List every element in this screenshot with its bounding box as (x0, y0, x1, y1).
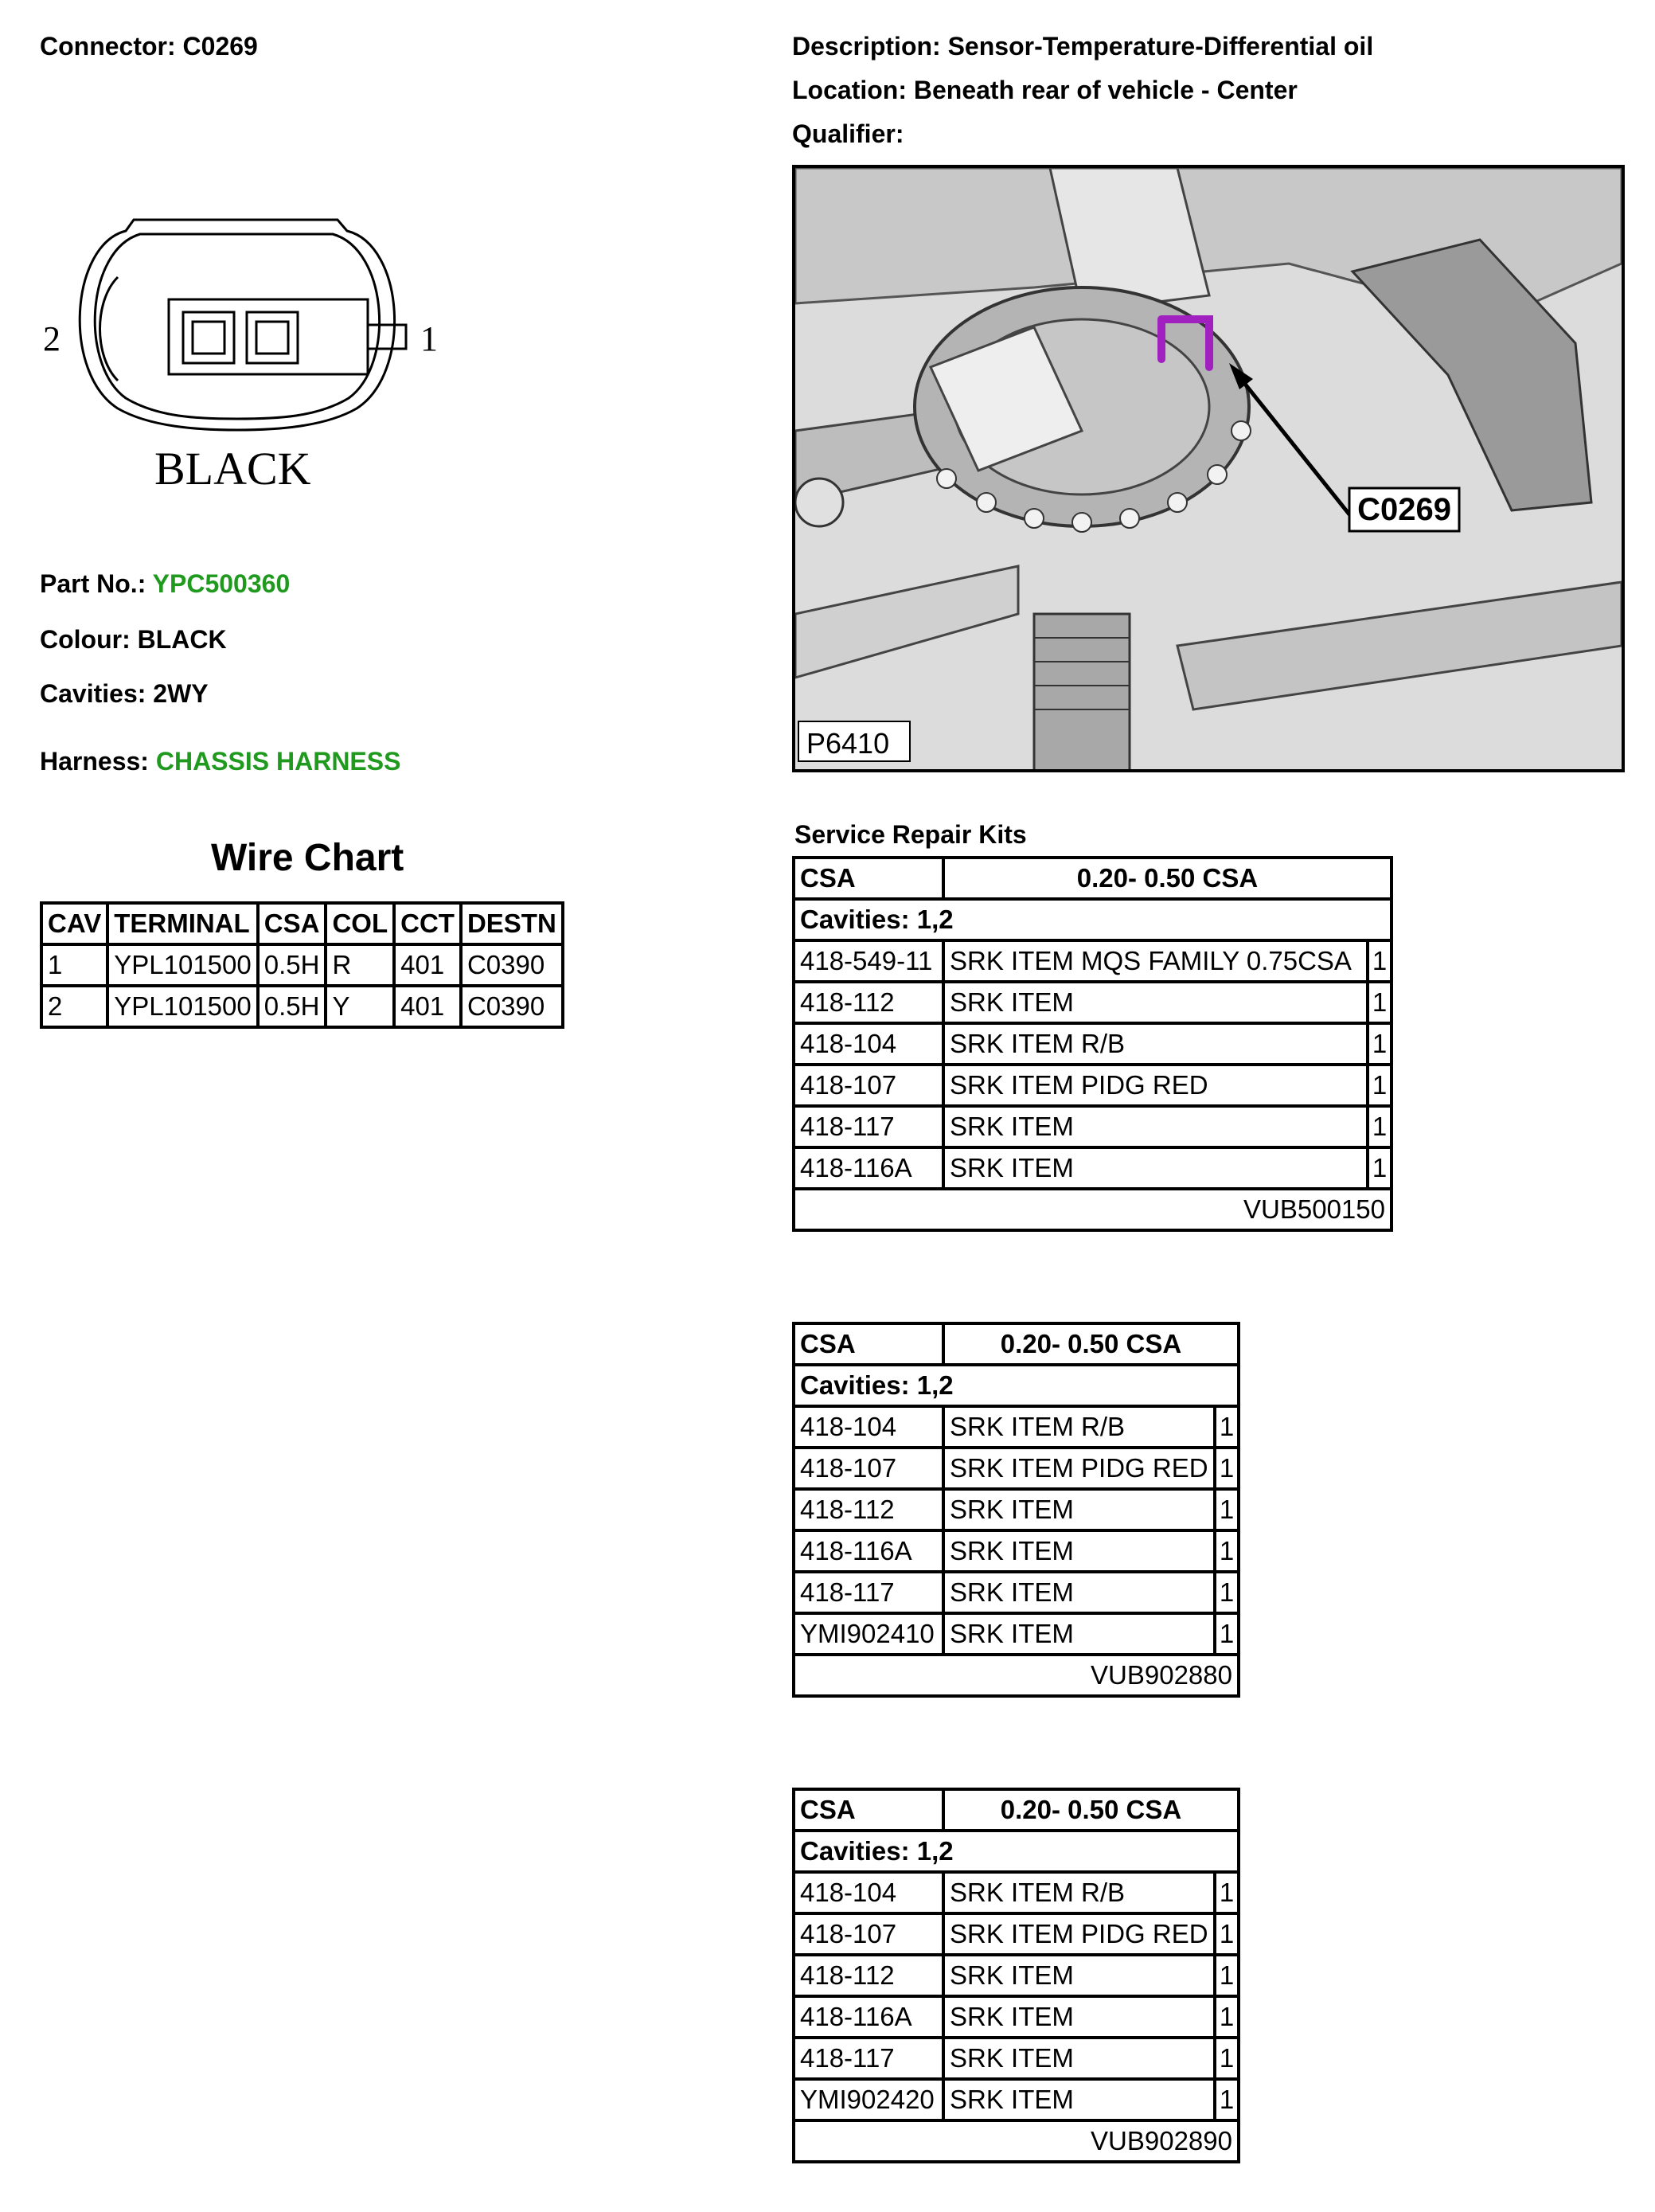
table-row (794, 1147, 1392, 1189)
item-desc: SRK ITEM R/B (943, 1872, 1215, 1913)
item-qty: 1 (1215, 1530, 1239, 1572)
header-cav: CAV (41, 903, 107, 944)
item-code: 418-112 (794, 1955, 943, 1996)
table-row (794, 1872, 1239, 1913)
item-code: YMI902420 (794, 2079, 943, 2120)
item-desc: SRK ITEM PIDG RED (943, 1065, 1368, 1106)
cell-destn: C0390 (461, 944, 563, 986)
table-row (794, 940, 1392, 982)
item-desc: SRK ITEM (943, 1530, 1215, 1572)
item-desc: SRK ITEM (943, 1572, 1215, 1613)
wire-chart-header-row (41, 903, 563, 944)
srk-cavities: Cavities: 1,2 (794, 1365, 1239, 1406)
srk-cavities-row (794, 1831, 1239, 1872)
item-desc: SRK ITEM (943, 1613, 1215, 1655)
srk-kit-row (794, 1655, 1239, 1696)
header-terminal: TERMINAL (107, 903, 258, 944)
item-desc: SRK ITEM (943, 2079, 1215, 2120)
cell-cct: 401 (394, 944, 461, 986)
item-code: 418-104 (794, 1023, 943, 1065)
connector-heading (40, 32, 258, 61)
description-label: Description: (792, 32, 941, 61)
harness (40, 747, 400, 776)
pin-1-label: 1 (420, 319, 438, 358)
cell-terminal: YPL101500 (107, 986, 258, 1027)
item-desc: SRK ITEM (943, 1955, 1215, 1996)
table-row (794, 982, 1392, 1023)
item-code: 418-116A (794, 1530, 943, 1572)
table-row (794, 1065, 1392, 1106)
cell-cav: 2 (41, 986, 107, 1027)
cell-csa: 0.5H (258, 986, 326, 1027)
connector-label: Connector: (40, 32, 176, 61)
photo-ref: P6410 (806, 727, 890, 760)
table-row (794, 1023, 1392, 1065)
item-qty: 1 (1368, 1065, 1392, 1106)
item-code: 418-107 (794, 1913, 943, 1955)
item-code: 418-117 (794, 1106, 943, 1147)
cell-cct: 401 (394, 986, 461, 1027)
cavities-label: Cavities: (40, 679, 146, 708)
wire-chart-title: Wire Chart (211, 837, 404, 879)
cell-terminal: YPL101500 (107, 944, 258, 986)
colour-value: BLACK (137, 625, 227, 654)
item-qty: 1 (1215, 1448, 1239, 1489)
srk-cavities-row (794, 1365, 1239, 1406)
cavities (40, 679, 209, 709)
item-desc: SRK ITEM (943, 1106, 1368, 1147)
harness-link[interactable]: CHASSIS HARNESS (155, 747, 401, 776)
housing-colour-text: BLACK (154, 443, 311, 494)
item-qty: 1 (1215, 1955, 1239, 1996)
item-code: YMI902410 (794, 1613, 943, 1655)
srk-cavities-row (794, 899, 1392, 940)
cell-col: R (326, 944, 394, 986)
item-qty: 1 (1215, 1572, 1239, 1613)
item-code: 418-104 (794, 1406, 943, 1448)
item-desc: SRK ITEM (943, 982, 1368, 1023)
item-code: 418-549-11 (794, 940, 943, 982)
item-code: 418-116A (794, 1996, 943, 2038)
item-qty: 1 (1368, 1106, 1392, 1147)
srk-title: Service Repair Kits (794, 820, 1027, 849)
cavities-value: 2WY (153, 679, 209, 708)
description-value: Sensor-Temperature-Differential oil (947, 32, 1374, 61)
table-row (41, 986, 563, 1027)
item-desc: SRK ITEM (943, 2038, 1215, 2079)
photo-callout: C0269 (1357, 492, 1451, 527)
colour-label: Colour: (40, 625, 131, 654)
header-destn: DESTN (461, 903, 563, 944)
pin-2-label: 2 (43, 319, 61, 358)
table-row (794, 1613, 1239, 1655)
srk-kit-row (794, 1189, 1392, 1230)
srk-kit-row (794, 2120, 1239, 2162)
item-code: 418-104 (794, 1872, 943, 1913)
kit-number: VUB902890 (794, 2120, 1239, 2162)
item-qty: 1 (1215, 1913, 1239, 1955)
part-number-link[interactable]: YPC500360 (152, 569, 291, 598)
vehicle-underside-illustration (795, 168, 1622, 769)
qualifier-label: Qualifier: (792, 119, 904, 148)
table-row (794, 2079, 1239, 2120)
connector-inner-shell (95, 234, 379, 419)
table-row (794, 1572, 1239, 1613)
srk-table-2 (792, 1322, 1240, 1698)
description (792, 32, 1373, 61)
colour (40, 625, 227, 655)
part-number-label: Part No.: (40, 569, 146, 598)
cavity-1 (247, 312, 298, 363)
cell-cav: 1 (41, 944, 107, 986)
item-qty: 1 (1215, 2038, 1239, 2079)
item-code: 418-117 (794, 2038, 943, 2079)
item-desc: SRK ITEM (943, 1489, 1215, 1530)
connector-id: C0269 (182, 32, 258, 61)
item-qty: 1 (1368, 982, 1392, 1023)
item-qty: 1 (1368, 940, 1392, 982)
csa-value: 0.20- 0.50 CSA (943, 1789, 1239, 1831)
table-row (794, 1913, 1239, 1955)
table-row (794, 1996, 1239, 2038)
item-desc: SRK ITEM PIDG RED (943, 1913, 1215, 1955)
item-code: 418-112 (794, 982, 943, 1023)
srk-csa-row (794, 1323, 1239, 1365)
cell-csa: 0.5H (258, 944, 326, 986)
srk-csa-row (794, 1789, 1239, 1831)
table-row (794, 1955, 1239, 1996)
header-cct: CCT (394, 903, 461, 944)
connector-face-diagram (38, 213, 452, 508)
item-desc: SRK ITEM (943, 1147, 1368, 1189)
header-col: COL (326, 903, 394, 944)
item-code: 418-107 (794, 1448, 943, 1489)
location-value: Beneath rear of vehicle - Center (913, 76, 1298, 104)
table-row (794, 1530, 1239, 1572)
csa-label: CSA (794, 1323, 943, 1365)
item-qty: 1 (1215, 2079, 1239, 2120)
srk-csa-row (794, 858, 1392, 899)
srk-cavities: Cavities: 1,2 (794, 1831, 1239, 1872)
cell-destn: C0390 (461, 986, 563, 1027)
csa-value: 0.20- 0.50 CSA (943, 858, 1392, 899)
cavity-2 (183, 312, 234, 363)
table-row (794, 1489, 1239, 1530)
item-code: 418-117 (794, 1572, 943, 1613)
header-csa: CSA (258, 903, 326, 944)
cell-col: Y (326, 986, 394, 1027)
table-row (794, 1448, 1239, 1489)
csa-label: CSA (794, 858, 943, 899)
location-photo (792, 165, 1625, 772)
item-desc: SRK ITEM MQS FAMILY 0.75CSA (943, 940, 1368, 982)
item-code: 418-116A (794, 1147, 943, 1189)
item-desc: SRK ITEM R/B (943, 1406, 1215, 1448)
item-desc: SRK ITEM PIDG RED (943, 1448, 1215, 1489)
harness-label: Harness: (40, 747, 149, 776)
srk-table-1 (792, 856, 1393, 1232)
item-qty: 1 (1368, 1023, 1392, 1065)
item-code: 418-107 (794, 1065, 943, 1106)
part-number (40, 569, 290, 599)
item-qty: 1 (1368, 1147, 1392, 1189)
item-qty: 1 (1215, 1406, 1239, 1448)
item-desc: SRK ITEM R/B (943, 1023, 1368, 1065)
item-code: 418-112 (794, 1489, 943, 1530)
table-row (794, 1406, 1239, 1448)
item-desc: SRK ITEM (943, 1996, 1215, 2038)
item-qty: 1 (1215, 1613, 1239, 1655)
table-row (794, 2038, 1239, 2079)
item-qty: 1 (1215, 1996, 1239, 2038)
item-qty: 1 (1215, 1489, 1239, 1530)
qualifier (792, 119, 904, 149)
wire-chart-table (40, 901, 564, 1029)
kit-number: VUB902880 (794, 1655, 1239, 1696)
srk-table-3 (792, 1788, 1240, 2163)
location-label: Location: (792, 76, 907, 104)
latch-tab (368, 325, 406, 349)
item-qty: 1 (1215, 1872, 1239, 1913)
location (792, 76, 1298, 105)
csa-value: 0.20- 0.50 CSA (943, 1323, 1239, 1365)
srk-cavities: Cavities: 1,2 (794, 899, 1392, 940)
table-row (41, 944, 563, 986)
kit-number: VUB500150 (794, 1189, 1392, 1230)
csa-label: CSA (794, 1789, 943, 1831)
table-row (794, 1106, 1392, 1147)
